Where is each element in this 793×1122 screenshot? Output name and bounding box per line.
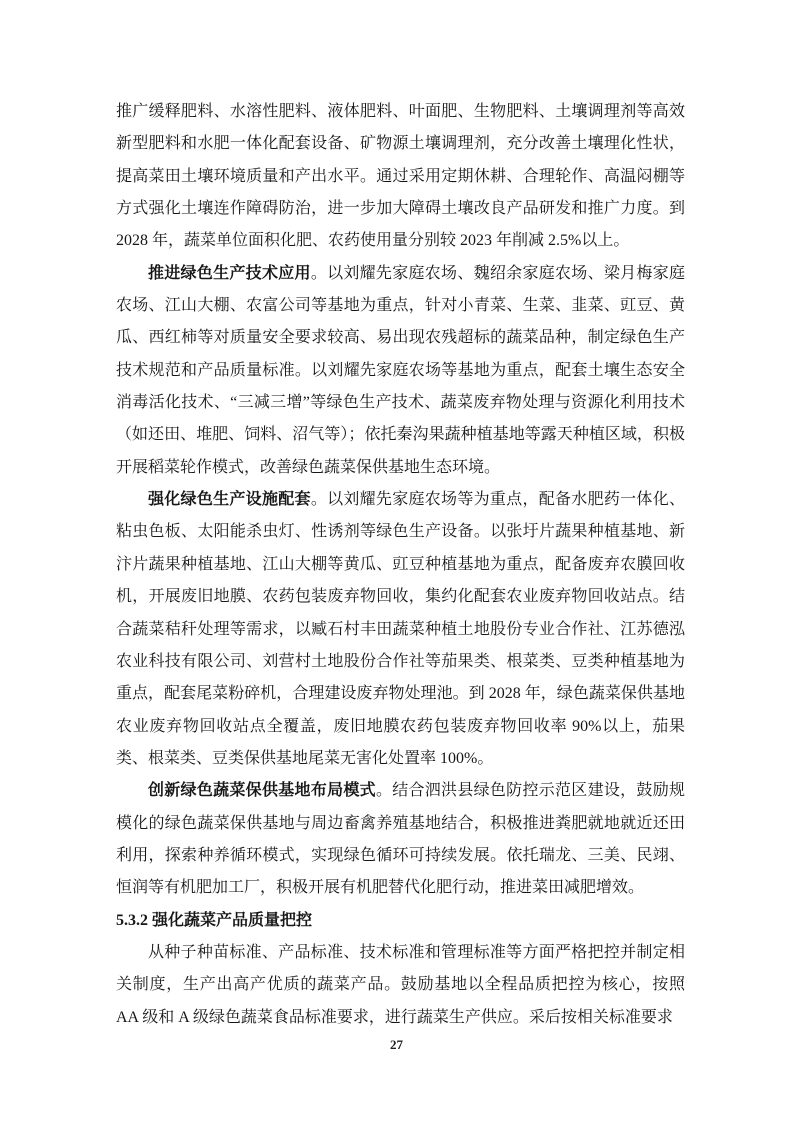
paragraph-quality-control — [116, 937, 685, 1034]
paragraph-text: 。以刘耀先家庭农场等为重点，配备水肥药一体化、粘虫色板、太阳能杀虫灯、性诱剂等绿色生产设备。以张圩片蔬果种植基地、新汴片蔬果种植基地、江山大棚等黄瓜、豇豆种植基地为重点，配备废弃农膜回收机，开展废旧地膜、农药包装废弃物回收，集约化配套农业废弃物回收站点。结合蔬菜秸秆处理等需求，以臧石村丰田蔬菜种植土地股份专业合作社、江苏德泓农业科技有限公司、刘营村土地股份合作社等茄果类、根菜类、豆类种植基地为重点，配套尾菜粉碎机，合理建设废弃物处理池。到 2028 年，绿色蔬菜保供基地农业废弃物回收站点全覆盖，废旧地膜农药包装废弃物回收率 90%以上，茄果类、根菜类、豆类保供基地尾菜无害化处置率 100%。 — [116, 491, 685, 767]
paragraph-continuation — [116, 96, 685, 258]
paragraph-base-layout-model — [116, 775, 685, 904]
paragraph-green-production-tech — [116, 258, 685, 484]
paragraph-green-facility — [116, 484, 685, 775]
section-heading: 5.3.2 强化蔬菜产品质量把控 — [116, 911, 313, 929]
page-body — [116, 96, 685, 1034]
paragraph-lead: 强化绿色生产设施配套 — [148, 491, 311, 509]
paragraph-lead: 推进绿色生产技术应用 — [148, 264, 311, 282]
paragraph-text: 。以刘耀先家庭农场、魏绍余家庭农场、梁月梅家庭农场、江山大棚、农富公司等基地为重点，针对小青菜、生菜、韭菜、豇豆、黄瓜、西红柿等对质量安全要求较高、易出现农残超标的蔬菜品种，制定绿色生产技术规范和产品质量标准。以刘耀先家庭农场等基地为重点，配套土壤生态安全消毒活化技术、“三减三增”等绿色生产技术、蔬菜废弃物处理与资源化利用技术（如还田、堆肥、饲料、沼气等）；依托秦沟果蔬种植基地等露天种植区域，积极开展稻菜轮作模式，改善绿色蔬菜保供基地生态环境。 — [116, 264, 685, 476]
paragraph-text: 推广缓释肥料、水溶性肥料、液体肥料、叶面肥、生物肥料、土壤调理剂等高效新型肥料和水肥一体化配套设备、矿物源土壤调理剂，充分改善土壤理化性状，提高菜田土壤环境质量和产出水平。通过采用定期休耕、合理轮作、高温闷棚等方式强化土壤连作障碍防治，进一步加大障碍土壤改良产品研发和推广力度。到 2028 年，蔬菜单位面积化肥、农药使用量分别较 2023 年削减 2.5%以上。 — [116, 103, 685, 250]
page-number: 27 — [390, 1037, 403, 1052]
paragraph-text: 。结合泗洪县绿色防控示范区建设，鼓励规模化的绿色蔬菜保供基地与周边畜禽养殖基地结合，积极推进粪肥就地就近还田利用，探索种养循环模式，实现绿色循环可持续发展。依托瑞龙、三美、民翊、恒润等有机肥加工厂，积极开展有机肥替代化肥行动，推进菜田减肥增效。 — [116, 782, 685, 897]
paragraph-text: 从种子种苗标准、产品标准、技术标准和管理标准等方面严格把控并制定相关制度，生产出高产优质的蔬菜产品。鼓励基地以全程品质把控为核心，按照 AA 级和 A 级绿色蔬菜食品标准要求，进行蔬菜生产供应。采后按相关标准要求 — [116, 943, 685, 1026]
paragraph-lead: 创新绿色蔬菜保供基地布局模式 — [148, 782, 376, 800]
